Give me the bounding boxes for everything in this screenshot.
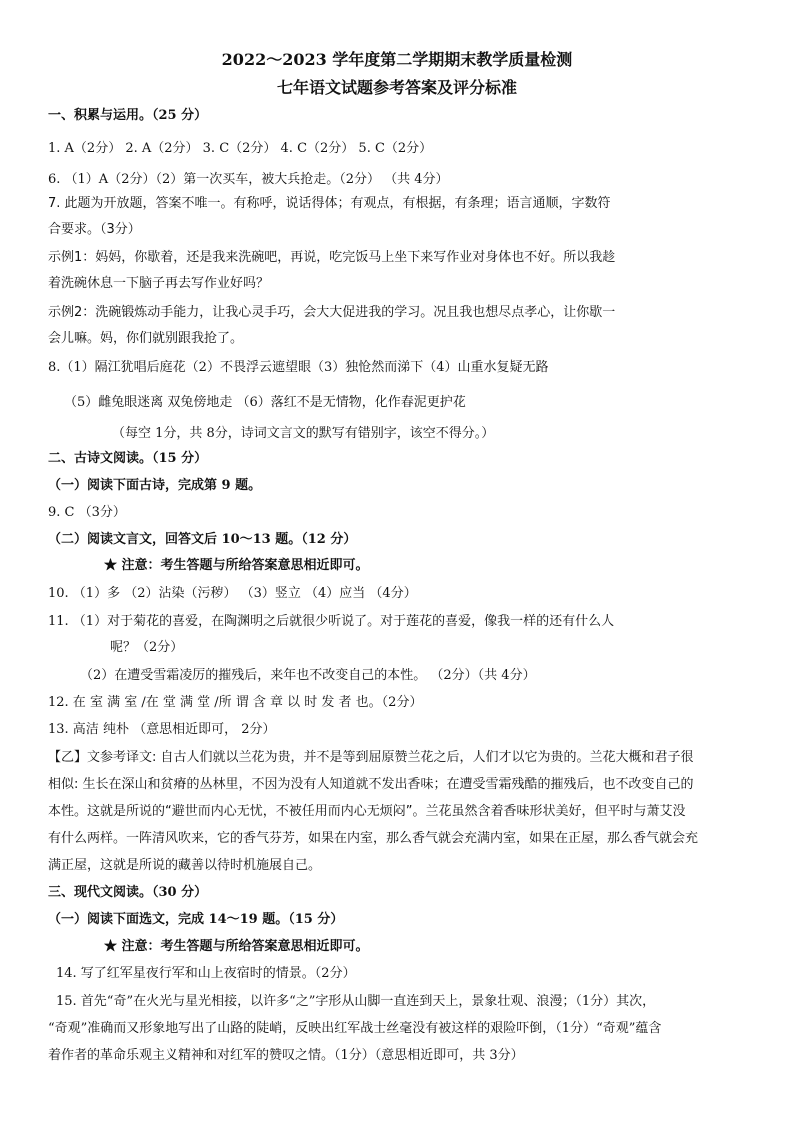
answer-line-14: 14. 写了红军星夜行军和山上夜宿时的情景。（2分） <box>56 966 356 981</box>
section-heading-1: 一、积累与运用。（25 分） <box>48 108 208 123</box>
translation-line-2: 相似: 生长在深山和贫瘠的丛林里，不因为没有人知道就不发出香味；在遭受雪霜残酷的摧残后，也不改变自己的 <box>48 777 694 792</box>
answer-line-9: 9. C （3分） <box>48 505 126 520</box>
scoring-note-8: （每空 1分，共 8分，诗词文言文的默写有错别字，该空不得分。） <box>112 426 495 441</box>
answer-line-11: 11. （1）对于菊花的喜爱，在陶渊明之后就很少听说了。对于莲花的喜爱，像我一样的还有什么人 <box>48 614 615 629</box>
answer-line-11-cont: 呢？（2分） <box>110 640 184 655</box>
translation-line-3: 本性。这就是所说的“避世而内心无忧，不被任用而内心无烦闷”。兰花虽然含着香味形状美好，但平时与萧艾没 <box>48 804 686 819</box>
example-2: 示例2：洗碗锻炼动手能力，让我心灵手巧，会大大促进我的学习。况且我也想尽点孝心，让你歇一 <box>48 305 616 320</box>
example-2-cont: 会儿嘛。妈，你们就别跟我抢了。 <box>48 331 244 346</box>
translation-line-4: 有什么两样。一阵清风吹来，它的香气芬芳，如果在内室，那么香气就会充满内室，如果在正屋，那么香气就会充 <box>48 831 699 846</box>
answer-line-15-end: 着作者的革命乐观主义精神和对红军的赞叹之情。（1分）（意思相近即可，共 3分） <box>48 1048 524 1063</box>
answer-line-15: 15. 首先“奇”在火光与星光相接，以许多“之”字形从山脚一直连到天上，景象壮观、浪漫；（1分）其次， <box>56 994 656 1009</box>
answer-line-10: 10. （1）多 （2）沾染（污秽） （3）竖立 （4）应当 （4分） <box>48 586 417 601</box>
section-heading-2: 二、古诗文阅读。（15 分） <box>48 451 208 466</box>
section-heading-3: 三、现代文阅读。（30 分） <box>48 885 208 900</box>
answer-line-1-5: 1. A（2分） 2. A（2分） 3. C（2分） 4. C（2分） 5. C（2分） <box>48 141 433 156</box>
answer-line-7: 7. 此题为开放题，答案不唯一。有称呼，说话得体；有观点，有根据，有条理；语言通顺，字数符 <box>48 196 611 211</box>
answer-line-7-cont: 合要求。（3分） <box>48 222 141 237</box>
answer-line-6: 6. （1）A（2分）（2）第一次买车，被大兵抢走。（2分） （共 4分） <box>48 172 449 187</box>
subsection-heading-classical: （二）阅读文言文，回答文后 10～13 题。（12 分） <box>48 532 357 547</box>
page-subtitle: 七年语文试题参考答案及评分标准 <box>276 78 517 97</box>
translation-line-1: 【乙】文参考译文: 自古人们就以兰花为贵，并不是等到屈原赞兰花之后，人们才以它为贵的。兰花大概和君子很 <box>48 750 694 765</box>
answer-line-8-cont: （5）雌兔眼迷离 双兔傍地走 （6）落红不是无情物，化作春泥更护花 <box>64 395 466 410</box>
answer-line-13: 13. 高洁 纯朴 （意思相近即可， 2分） <box>48 722 276 737</box>
example-1: 示例1：妈妈，你歇着，还是我来洗碗吧，再说，吃完饭马上坐下来写作业对身体也不好。所以我趁 <box>48 250 616 265</box>
answer-line-8: 8.（1）隔江犹唱后庭花（2）不畏浮云遮望眼（3）独怆然而涕下（4）山重水复疑无路 <box>48 360 549 375</box>
translation-line-5: 满正屋，这就是所说的藏善以待时机施展自己。 <box>48 858 322 873</box>
answer-line-11-2: （2）在遭受雪霜凌厉的摧残后，来年也不改变自己的本性。 （2分）（共 4分） <box>80 668 536 683</box>
note-modern: ★ 注意：考生答题与所给答案意思相近即可。 <box>104 939 369 954</box>
page-title: 2022～2023 学年度第二学期期末教学质量检测 <box>221 50 573 69</box>
subsection-heading-modern: （一）阅读下面选文，完成 14～19 题。（15 分） <box>48 912 344 927</box>
answer-line-12: 12. 在 室 满 室 /在 堂 满 堂 /所 谓 含 章 以 时 发 者 也。（2分） <box>48 695 423 710</box>
subsection-heading-poem: （一）阅读下面古诗，完成第 9 题。 <box>48 478 262 493</box>
example-1-cont: 着洗碗休息一下脑子再去写作业好吗？ <box>48 276 270 291</box>
answer-line-15-cont: “奇观”准确而又形象地写出了山路的陡峭，反映出红军战士丝毫没有被这样的艰险吓倒，（1分）“奇观”蕴含 <box>48 1021 662 1036</box>
note-classical: ★ 注意：考生答题与所给答案意思相近即可。 <box>104 558 369 573</box>
